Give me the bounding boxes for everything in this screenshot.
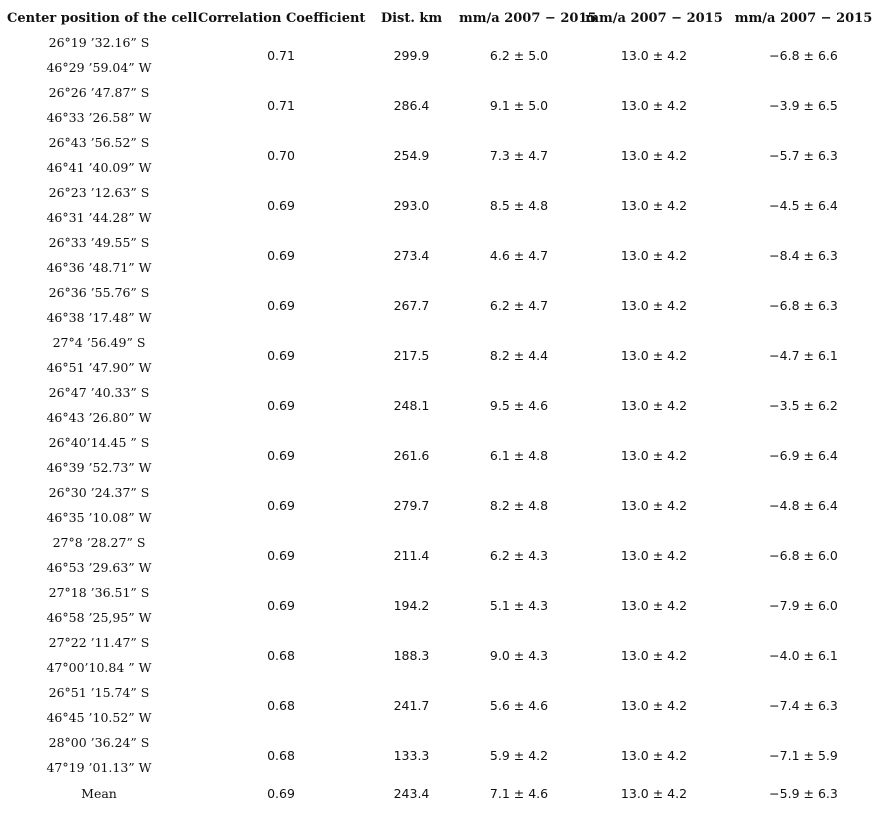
cell-rate-3: −3.9 ± 6.5 [769, 97, 838, 113]
cell-rate-2: 13.0 ± 4.2 [620, 47, 688, 63]
cell-rate-2: 13.0 ± 4.2 [620, 97, 688, 113]
cell-center-position [0, 280, 198, 330]
cell-center-position [0, 180, 198, 230]
cell-center-position [0, 580, 198, 630]
cell-rate-1: 9.0 ± 4.3 [489, 647, 549, 663]
cell-rate-3: −6.9 ± 6.4 [769, 447, 838, 463]
table-row [0, 380, 878, 430]
table-row [0, 130, 878, 180]
longitude: 46°53 ’29.63” W [46, 560, 152, 575]
cell-center-position [0, 530, 198, 580]
latitude: 26°19 ’32.16” S [48, 35, 150, 50]
longitude: 46°51 ’47.90” W [46, 360, 152, 375]
cell-rate-2: 13.0 ± 4.2 [620, 197, 688, 213]
header-distance: Dist. km [380, 10, 443, 26]
cell-distance: 286.4 [393, 97, 430, 113]
mean-label: Mean [81, 785, 117, 801]
cell-correlation: 0.69 [267, 447, 295, 463]
cell-rate-1: 6.1 ± 4.8 [489, 447, 549, 463]
cell-distance: 188.3 [393, 647, 430, 663]
header-correlation-coefficient: Correlation Coefficient [198, 10, 366, 26]
latitude: 27°22 ’11.47” S [48, 635, 150, 650]
latitude: 27°8 ’28.27” S [52, 535, 146, 550]
cell-correlation: 0.71 [267, 97, 295, 113]
longitude: 46°35 ’10.08” W [46, 510, 152, 525]
cell-rate-3: −6.8 ± 6.0 [769, 547, 838, 563]
cell-rate-2: 13.0 ± 4.2 [620, 347, 688, 363]
header-rate-3: mm/a 2007 − 2015 [734, 10, 873, 26]
cell-distance: 194.2 [393, 597, 430, 613]
cell-center-position [0, 380, 198, 430]
cell-distance: 293.0 [393, 197, 430, 213]
cell-rate-2: 13.0 ± 4.2 [620, 747, 688, 763]
cell-correlation: 0.69 [267, 247, 295, 263]
table-row [0, 630, 878, 680]
cell-distance: 211.4 [393, 547, 430, 563]
mean-cell-rate-2: 13.0 ± 4.2 [620, 785, 688, 801]
header-rate-2: mm/a 2007 − 2015 [585, 10, 723, 26]
cell-correlation: 0.70 [267, 147, 295, 163]
cell-rate-1: 6.2 ± 5.0 [489, 47, 549, 63]
cell-center-position [0, 480, 198, 530]
cell-distance: 133.3 [393, 747, 430, 763]
table-row [0, 430, 878, 480]
cell-correlation: 0.71 [267, 47, 295, 63]
cell-distance: 254.9 [393, 147, 430, 163]
cell-rate-2: 13.0 ± 4.2 [620, 297, 688, 313]
table-row [0, 330, 878, 380]
latitude: 26°51 ’15.74” S [48, 685, 150, 700]
cell-center-position [0, 80, 198, 130]
cell-rate-2: 13.0 ± 4.2 [620, 597, 688, 613]
cell-rate-1: 8.2 ± 4.4 [489, 347, 549, 363]
longitude: 46°33 ’26.58” W [46, 110, 152, 125]
table-row [0, 580, 878, 630]
cell-center-position [0, 430, 198, 480]
table-row [0, 30, 878, 80]
cell-rate-2: 13.0 ± 4.2 [620, 647, 688, 663]
cell-center-position [0, 130, 198, 180]
cell-distance: 279.7 [393, 497, 430, 513]
longitude: 46°43 ’26.80” W [46, 410, 152, 425]
longitude: 47°19 ’01.13” W [46, 760, 152, 775]
table-row [0, 480, 878, 530]
cell-rate-3: −8.4 ± 6.3 [769, 247, 838, 263]
header-row [0, 6, 878, 30]
longitude: 46°39 ’52.73” W [46, 460, 152, 475]
header-center-position: Center position of the cell [7, 10, 198, 26]
cell-center-position [0, 230, 198, 280]
cell-center-position [0, 630, 198, 680]
cell-rate-3: −4.7 ± 6.1 [769, 347, 838, 363]
cell-correlation: 0.69 [267, 347, 295, 363]
cell-rate-1: 9.5 ± 4.6 [489, 397, 549, 413]
cell-distance: 299.9 [393, 47, 430, 63]
results-table [0, 6, 878, 806]
cell-rate-1: 8.5 ± 4.8 [489, 197, 549, 213]
table-row [0, 80, 878, 130]
cell-rate-1: 5.1 ± 4.3 [489, 597, 549, 613]
cell-rate-1: 9.1 ± 5.0 [489, 97, 549, 113]
longitude: 46°29 ’59.04” W [46, 60, 152, 75]
cell-distance: 273.4 [393, 247, 430, 263]
cell-correlation: 0.69 [267, 397, 295, 413]
table-row [0, 530, 878, 580]
cell-rate-1: 8.2 ± 4.8 [489, 497, 549, 513]
cell-correlation: 0.68 [267, 747, 295, 763]
cell-correlation: 0.69 [267, 547, 295, 563]
cell-rate-3: −4.0 ± 6.1 [769, 647, 838, 663]
cell-rate-3: −7.1 ± 5.9 [769, 747, 838, 763]
latitude: 27°4 ’56.49” S [52, 335, 146, 350]
table-row [0, 730, 878, 780]
cell-rate-1: 5.9 ± 4.2 [489, 747, 549, 763]
cell-distance: 267.7 [393, 297, 430, 313]
table-row [0, 230, 878, 280]
latitude: 26°33 ’49.55” S [48, 235, 150, 250]
mean-cell-rate-3: −5.9 ± 6.3 [769, 785, 838, 801]
cell-center-position [0, 330, 198, 380]
cell-correlation: 0.68 [267, 697, 295, 713]
cell-rate-3: −4.5 ± 6.4 [769, 197, 838, 213]
cell-rate-2: 13.0 ± 4.2 [620, 547, 688, 563]
cell-rate-3: −6.8 ± 6.6 [769, 47, 838, 63]
longitude: 46°41 ’40.09” W [46, 160, 152, 175]
cell-rate-3: −5.7 ± 6.3 [769, 147, 838, 163]
cell-center-position [0, 680, 198, 730]
header-rate-1: mm/a 2007 − 2015 [459, 10, 597, 26]
latitude: 26°26 ’47.87” S [48, 85, 150, 100]
cell-rate-3: −7.4 ± 6.3 [769, 697, 838, 713]
cell-rate-1: 6.2 ± 4.3 [489, 547, 549, 563]
latitude: 26°36 ’55.76” S [48, 285, 150, 300]
longitude: 47°00’10.84 ” W [46, 660, 152, 675]
cell-rate-3: −3.5 ± 6.2 [769, 397, 838, 413]
cell-rate-3: −4.8 ± 6.4 [769, 497, 838, 513]
cell-rate-3: −7.9 ± 6.0 [769, 597, 838, 613]
cell-rate-1: 5.6 ± 4.6 [489, 697, 549, 713]
table-row [0, 680, 878, 730]
cell-correlation: 0.69 [267, 197, 295, 213]
table-row [0, 180, 878, 230]
mean-cell-rate-1: 7.1 ± 4.6 [489, 785, 549, 801]
cell-rate-1: 4.6 ± 4.7 [489, 247, 549, 263]
cell-distance: 248.1 [393, 397, 430, 413]
cell-rate-1: 6.2 ± 4.7 [489, 297, 549, 313]
cell-rate-2: 13.0 ± 4.2 [620, 397, 688, 413]
table-row [0, 280, 878, 330]
longitude: 46°58 ’25,95” W [46, 610, 152, 625]
cell-rate-2: 13.0 ± 4.2 [620, 247, 688, 263]
cell-rate-2: 13.0 ± 4.2 [620, 497, 688, 513]
latitude: 26°23 ’12.63” S [48, 185, 150, 200]
cell-rate-2: 13.0 ± 4.2 [620, 447, 688, 463]
longitude: 46°45 ’10.52” W [46, 710, 152, 725]
cell-distance: 241.7 [393, 697, 430, 713]
cell-correlation: 0.68 [267, 647, 295, 663]
cell-rate-2: 13.0 ± 4.2 [620, 147, 688, 163]
mean-cell-correlation: 0.69 [267, 785, 295, 801]
cell-center-position [0, 730, 198, 780]
cell-rate-1: 7.3 ± 4.7 [489, 147, 549, 163]
latitude: 26°30 ’24.37” S [48, 485, 150, 500]
cell-center-position [0, 30, 198, 80]
latitude: 27°18 ’36.51” S [48, 585, 150, 600]
latitude: 26°47 ’40.33” S [48, 385, 150, 400]
latitude: 26°43 ’56.52” S [48, 135, 150, 150]
cell-rate-2: 13.0 ± 4.2 [620, 697, 688, 713]
cell-correlation: 0.69 [267, 497, 295, 513]
latitude: 26°40’14.45 ” S [48, 435, 150, 450]
cell-correlation: 0.69 [267, 297, 295, 313]
latitude: 28°00 ’36.24” S [48, 735, 150, 750]
cell-distance: 217.5 [393, 347, 430, 363]
table-body [0, 30, 878, 806]
cell-rate-3: −6.8 ± 6.3 [769, 297, 838, 313]
mean-row [0, 780, 878, 806]
cell-distance: 261.6 [393, 447, 430, 463]
longitude: 46°36 ’48.71” W [46, 260, 152, 275]
cell-correlation: 0.69 [267, 597, 295, 613]
mean-cell-distance: 243.4 [393, 785, 430, 801]
longitude: 46°38 ’17.48” W [46, 310, 152, 325]
longitude: 46°31 ’44.28” W [46, 210, 152, 225]
